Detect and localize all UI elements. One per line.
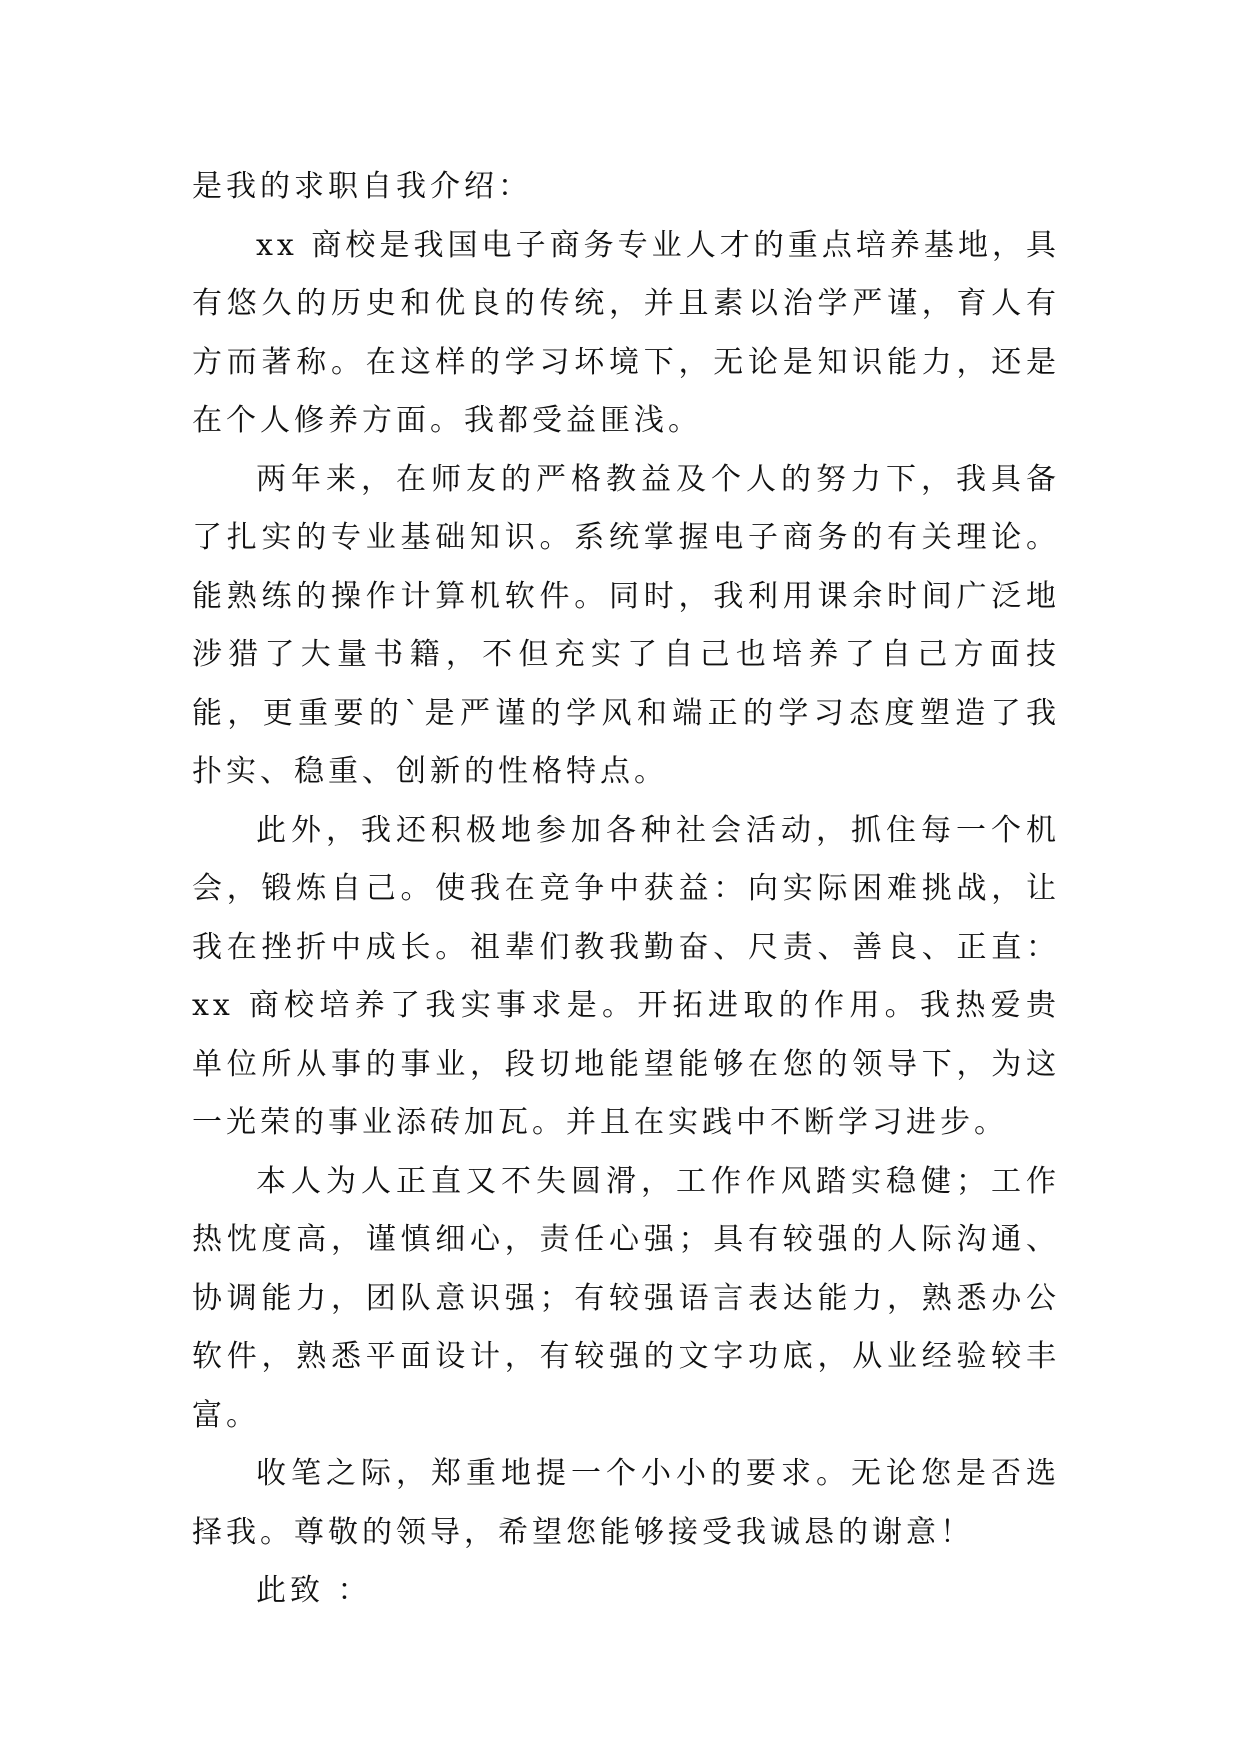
paragraph-closing: 收笔之际，郑重地提一个小小的要求。无论您是否选择我。尊敬的领导，希望您能够接受我诚恳的谢意！ xyxy=(192,1456,1060,1550)
paragraph-study: 两年来，在师友的严格教益及个人的努力下，我具备了扎实的专业基础知识。系统掌握电子商务的有关理论。能熟练的操作计算机软件。同时，我利用课余时间广泛地涉猎了大量书籍，不但充实了自己也培养了自己方面技能，更重要的`是严谨的学风和端正的学习态度塑造了我扑实、稳重、创新的性格特点。 xyxy=(192,461,1060,789)
paragraph-activities: 此外，我还积极地参加各种社会活动，抓住每一个机会，锻炼自己。使我在竞争中获益：向实际困难挑战，让我在挫折中成长。祖辈们教我勤奋、尺责、善良、正直：xx 商校培养了我实事求是。开拓进取的作用。我热爱贵单位所从事的事业，段切地能望能够在您的领导下，为这一光荣的事业添砖加瓦。并且在实践中不断学习进步。 xyxy=(192,812,1060,1140)
paragraph-intro: 是我的求职自我介绍： xyxy=(192,169,532,204)
paragraph-salutation: 此致 ： xyxy=(256,1573,372,1608)
paragraph-character: 本人为人正直又不失圆滑，工作作风踏实稳健；工作热忱度高，谨慎细心，责任心强；具有较强的人际沟通、协调能力，团队意识强；有较强语言表达能力，熟悉办公软件，熟悉平面设计，有较强的文字功底，从业经验较丰富。 xyxy=(192,1163,1060,1433)
document-body xyxy=(192,158,1060,1621)
paragraph-school: xx 商校是我国电子商务专业人才的重点培养基地，具有悠久的历史和优良的传统，并且素以治学严谨，育人有方而著称。在这样的学习坏境下，无论是知识能力，还是在个人修养方面。我都受益匪浅。 xyxy=(192,227,1060,438)
